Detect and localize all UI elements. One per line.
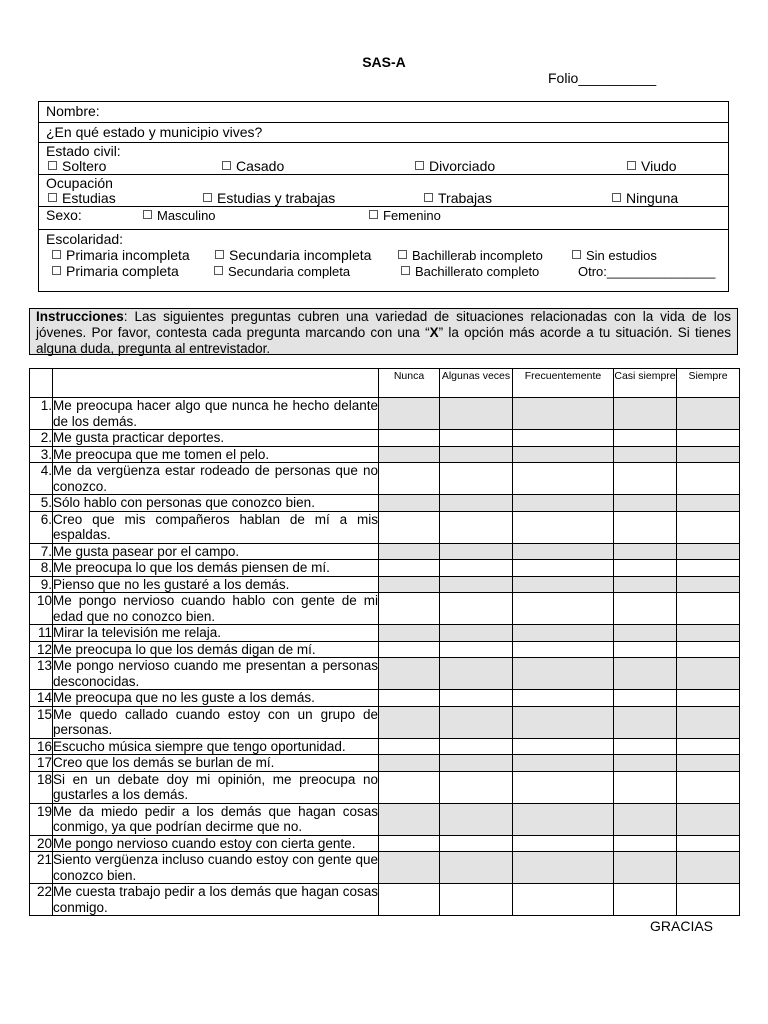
answer-cell[interactable]	[513, 430, 614, 447]
answer-cell[interactable]	[614, 430, 677, 447]
question-number: 1.	[30, 398, 53, 430]
sexo-row	[39, 207, 728, 230]
answer-cell[interactable]	[513, 835, 614, 852]
instructions-text-2: ” la opción más acorde a tu situación. Si tienes alguna duda, pregunta al entrevistador.	[36, 325, 731, 356]
checkbox-icon[interactable]	[612, 193, 621, 202]
option-bachillerato-incompleto[interactable]: Bachillerab incompleto	[398, 248, 543, 263]
question-number: 11	[30, 625, 53, 642]
option-soltero[interactable]: Soltero	[48, 158, 106, 174]
option-primaria-incompleta[interactable]: Primaria incompleta	[52, 247, 190, 263]
question-text: Me gusta pasear por el campo.	[53, 543, 379, 560]
answer-cell[interactable]	[513, 755, 614, 772]
answer-cell[interactable]	[379, 593, 440, 625]
answer-cell[interactable]	[677, 738, 740, 755]
answer-cell[interactable]	[677, 690, 740, 707]
answer-cell[interactable]	[379, 835, 440, 852]
checkbox-icon[interactable]	[572, 250, 581, 259]
table-row	[30, 625, 740, 642]
answer-cell[interactable]	[440, 771, 513, 803]
scale-header-row	[30, 369, 740, 398]
answer-cell[interactable]	[440, 446, 513, 463]
question-text: Me cuesta trabajo pedir a los demás que hagan cosas conmigo.	[53, 884, 378, 915]
table-row	[30, 755, 740, 772]
question-text: Me da vergüenza estar rodeado de personas que no conozco.	[53, 463, 378, 494]
header-algunas-veces: Algunas veces	[440, 369, 513, 398]
answer-cell[interactable]	[379, 658, 440, 690]
question-number: 13	[30, 658, 53, 690]
answer-cell[interactable]	[677, 658, 740, 690]
answer-cell[interactable]	[379, 446, 440, 463]
answer-cell[interactable]	[614, 641, 677, 658]
question-text: Me preocupa que me tomen el pelo.	[53, 446, 379, 463]
answer-cell[interactable]	[440, 690, 513, 707]
question-text: Creo que los demás se burlan de mí.	[53, 755, 379, 772]
ocupacion-label: Ocupación	[46, 175, 113, 191]
table-row	[30, 641, 740, 658]
question-number: 6.	[30, 511, 53, 543]
answer-cell[interactable]	[379, 560, 440, 577]
answer-cell[interactable]	[614, 706, 677, 738]
question-number: 7.	[30, 543, 53, 560]
checkbox-icon[interactable]	[52, 266, 61, 275]
question-text: Me pongo nervioso cuando hablo con gente de mi edad que no conozco bien.	[53, 593, 378, 624]
question-text: Me pongo nervioso cuando me presentan a personas desconocidas.	[53, 658, 378, 689]
answer-cell[interactable]	[614, 738, 677, 755]
answer-cell[interactable]	[440, 576, 513, 593]
answer-cell[interactable]	[614, 446, 677, 463]
answer-cell[interactable]	[379, 738, 440, 755]
answer-cell[interactable]	[440, 463, 513, 495]
instructions-text-1: : Las siguientes preguntas cubren una variedad de situaciones relacionadas con la vida de los jóvenes. Por favor, contesta cada pregunta marcando con una “	[36, 309, 731, 340]
checkbox-icon[interactable]	[415, 161, 424, 170]
answer-cell[interactable]	[440, 593, 513, 625]
question-number: 21	[30, 852, 53, 884]
answer-cell[interactable]	[440, 852, 513, 884]
answer-cell[interactable]	[379, 430, 440, 447]
option-bachillerato-completo[interactable]: Bachillerato completo	[401, 264, 539, 279]
ocupacion-row	[39, 175, 728, 207]
question-text: Mirar la televisión me relaja.	[53, 625, 379, 642]
answer-cell[interactable]	[513, 511, 614, 543]
checkbox-icon[interactable]	[52, 250, 61, 259]
answer-cell[interactable]	[677, 463, 740, 495]
checkbox-icon[interactable]	[48, 193, 57, 202]
checkbox-icon[interactable]	[369, 210, 378, 219]
table-row	[30, 706, 740, 738]
answer-cell[interactable]	[379, 852, 440, 884]
answer-cell[interactable]	[677, 543, 740, 560]
questions-body	[30, 398, 740, 916]
header-nunca: Nunca	[379, 369, 440, 398]
table-row	[30, 430, 740, 447]
nombre-row[interactable]	[39, 102, 728, 123]
question-text: Escucho música siempre que tengo oportunidad.	[53, 738, 379, 755]
checkbox-icon[interactable]	[222, 161, 231, 170]
estado-civil-label: Estado civil:	[46, 143, 121, 159]
answer-cell[interactable]	[379, 884, 440, 916]
answer-cell[interactable]	[513, 641, 614, 658]
question-text: Me preocupa hacer algo que nunca he hecho delante de los demás.	[53, 398, 378, 429]
question-number: 15	[30, 706, 53, 738]
checkbox-icon[interactable]	[214, 266, 223, 275]
answer-cell[interactable]	[677, 625, 740, 642]
question-number: 4.	[30, 463, 53, 495]
question-text: Creo que mis compañeros hablan de mí a mis espaldas.	[53, 511, 378, 542]
option-primaria-completa[interactable]: Primaria completa	[52, 263, 179, 279]
table-row	[30, 576, 740, 593]
answer-cell[interactable]	[513, 398, 614, 430]
answer-cell[interactable]	[379, 511, 440, 543]
answer-cell[interactable]	[614, 755, 677, 772]
checkbox-icon[interactable]	[143, 210, 152, 219]
question-number: 5.	[30, 495, 53, 512]
question-text: Me pongo nervioso cuando estoy con cierta gente.	[53, 835, 379, 852]
header-question-cell	[53, 369, 379, 398]
question-number: 17	[30, 755, 53, 772]
footer-gracias: GRACIAS	[650, 918, 714, 934]
header-siempre: Siempre	[677, 369, 740, 398]
answer-cell[interactable]	[513, 803, 614, 835]
question-number: 3.	[30, 446, 53, 463]
otro-field[interactable]: Otro:_______________	[578, 264, 716, 279]
answer-cell[interactable]	[677, 511, 740, 543]
option-trabajas[interactable]: Trabajas	[424, 190, 492, 206]
question-number: 18	[30, 771, 53, 803]
checkbox-icon[interactable]	[398, 250, 407, 259]
header-casi-siempre: Casi siempre	[614, 369, 677, 398]
answer-cell[interactable]	[440, 658, 513, 690]
answer-cell[interactable]	[379, 463, 440, 495]
answer-cell[interactable]	[379, 771, 440, 803]
question-number: 19	[30, 803, 53, 835]
question-number: 14	[30, 690, 53, 707]
question-number: 10	[30, 593, 53, 625]
question-number: 9.	[30, 576, 53, 593]
answer-cell[interactable]	[440, 543, 513, 560]
nombre-label: Nombre:	[46, 103, 100, 119]
answer-cell[interactable]	[379, 690, 440, 707]
answer-cell[interactable]	[513, 543, 614, 560]
table-row	[30, 803, 740, 835]
question-number: 16	[30, 738, 53, 755]
estado-civil-row	[39, 143, 728, 175]
answer-cell[interactable]	[513, 738, 614, 755]
answer-cell[interactable]	[513, 706, 614, 738]
answer-cell[interactable]	[513, 446, 614, 463]
answer-cell[interactable]	[513, 495, 614, 512]
answer-cell[interactable]	[513, 771, 614, 803]
table-row	[30, 495, 740, 512]
table-row	[30, 690, 740, 707]
table-row	[30, 658, 740, 690]
table-row	[30, 511, 740, 543]
answer-cell[interactable]	[614, 690, 677, 707]
answer-cell[interactable]	[440, 495, 513, 512]
checkbox-icon[interactable]	[203, 193, 212, 202]
answer-cell[interactable]	[614, 463, 677, 495]
escolaridad-label: Escolaridad:	[46, 231, 124, 247]
question-text: Me gusta practicar deportes.	[53, 430, 379, 447]
checkbox-icon[interactable]	[215, 250, 224, 259]
header-number-cell	[30, 369, 53, 398]
table-row	[30, 560, 740, 577]
table-row	[30, 852, 740, 884]
answer-cell[interactable]	[614, 852, 677, 884]
answer-cell[interactable]	[513, 463, 614, 495]
answer-cell[interactable]	[513, 852, 614, 884]
answer-cell[interactable]	[614, 543, 677, 560]
option-estudias[interactable]: Estudias	[48, 190, 116, 206]
question-number: 12	[30, 641, 53, 658]
answer-cell[interactable]	[614, 884, 677, 916]
answer-cell[interactable]	[379, 576, 440, 593]
answer-cell[interactable]	[677, 446, 740, 463]
table-row	[30, 593, 740, 625]
answer-cell[interactable]	[677, 884, 740, 916]
answer-cell[interactable]	[513, 690, 614, 707]
answer-cell[interactable]	[677, 398, 740, 430]
answer-cell[interactable]	[614, 835, 677, 852]
question-text: Me preocupa lo que los demás piensen de mí.	[53, 560, 379, 577]
answer-cell[interactable]	[440, 625, 513, 642]
answer-cell[interactable]	[440, 511, 513, 543]
question-number: 2.	[30, 430, 53, 447]
table-row	[30, 884, 740, 916]
answer-cell[interactable]	[677, 771, 740, 803]
answer-cell[interactable]	[677, 755, 740, 772]
option-casado[interactable]: Casado	[222, 158, 284, 174]
option-ninguna[interactable]: Ninguna	[612, 190, 678, 206]
answer-cell[interactable]	[677, 835, 740, 852]
option-secundaria-completa[interactable]: Secundaria completa	[214, 264, 350, 279]
answer-cell[interactable]	[440, 755, 513, 772]
answer-cell[interactable]	[440, 884, 513, 916]
answer-cell[interactable]	[614, 593, 677, 625]
checkbox-icon[interactable]	[627, 161, 636, 170]
table-row	[30, 771, 740, 803]
header-frecuentemente: Frecuentemente	[513, 369, 614, 398]
answer-cell[interactable]	[614, 398, 677, 430]
answer-cell[interactable]	[513, 884, 614, 916]
answer-cell[interactable]	[379, 755, 440, 772]
answer-cell[interactable]	[677, 641, 740, 658]
answer-cell[interactable]	[677, 852, 740, 884]
answer-cell[interactable]	[677, 495, 740, 512]
question-text: Me preocupa que no les guste a los demás.	[53, 690, 379, 707]
question-text: Me da miedo pedir a los demás que hagan cosas conmigo, ya que podrían decirme que no.	[53, 803, 378, 834]
answer-cell[interactable]	[440, 835, 513, 852]
answer-cell[interactable]	[440, 706, 513, 738]
table-row	[30, 835, 740, 852]
table-row	[30, 446, 740, 463]
demographics-box	[38, 101, 729, 292]
answer-cell[interactable]	[614, 803, 677, 835]
question-text: Siento vergüenza incluso cuando estoy con gente que conozco bien.	[53, 852, 378, 883]
folio-field[interactable]: Folio__________	[548, 70, 657, 86]
instructions-heading: Instrucciones	[36, 309, 124, 324]
question-text: Pienso que no les gustaré a los demás.	[53, 576, 379, 593]
answer-cell[interactable]	[677, 803, 740, 835]
form-title: SAS-A	[362, 54, 406, 70]
answer-cell[interactable]	[440, 641, 513, 658]
answer-cell[interactable]	[614, 511, 677, 543]
answer-cell[interactable]	[440, 398, 513, 430]
checkbox-icon[interactable]	[424, 193, 433, 202]
checkbox-icon[interactable]	[48, 161, 57, 170]
answer-cell[interactable]	[379, 625, 440, 642]
answer-cell[interactable]	[440, 430, 513, 447]
answer-cell[interactable]	[677, 706, 740, 738]
checkbox-icon[interactable]	[401, 266, 410, 275]
table-row	[30, 738, 740, 755]
answer-cell[interactable]	[614, 658, 677, 690]
answer-cell[interactable]	[677, 560, 740, 577]
option-viudo[interactable]: Viudo	[627, 158, 677, 174]
answer-cell[interactable]	[513, 658, 614, 690]
answer-cell[interactable]	[440, 738, 513, 755]
answer-cell[interactable]	[379, 543, 440, 560]
answer-cell[interactable]	[614, 771, 677, 803]
answer-cell[interactable]	[379, 706, 440, 738]
question-number: 20	[30, 835, 53, 852]
question-text: Me quedo callado cuando estoy con un grupo de personas.	[53, 706, 378, 737]
option-masculino[interactable]: Masculino	[143, 208, 216, 223]
answer-cell[interactable]	[379, 641, 440, 658]
table-row	[30, 398, 740, 430]
answer-cell[interactable]	[614, 576, 677, 593]
option-divorciado[interactable]: Divorciado	[415, 158, 495, 174]
answer-cell[interactable]	[440, 560, 513, 577]
answer-cell[interactable]	[513, 625, 614, 642]
table-row	[30, 543, 740, 560]
question-text: Sólo hablo con personas que conozco bien.	[53, 495, 379, 512]
answer-cell[interactable]	[677, 593, 740, 625]
answer-cell[interactable]	[677, 576, 740, 593]
answer-cell[interactable]	[614, 560, 677, 577]
estado-municipio-label: ¿En qué estado y municipio vives?	[46, 124, 263, 140]
sexo-label: Sexo:	[46, 207, 82, 223]
table-row	[30, 463, 740, 495]
questionnaire-table	[29, 368, 740, 916]
answer-cell[interactable]	[513, 576, 614, 593]
question-number: 22	[30, 884, 53, 916]
instructions-box	[29, 308, 738, 355]
question-text: Me preocupa lo que los demás digan de mí.	[53, 641, 379, 658]
answer-cell[interactable]	[440, 803, 513, 835]
estado-municipio-row[interactable]	[39, 123, 728, 143]
answer-cell[interactable]	[614, 495, 677, 512]
question-text: Si en un debate doy mi opinión, me preocupa no gustarles a los demás.	[53, 771, 378, 802]
answer-cell[interactable]	[379, 803, 440, 835]
option-femenino[interactable]: Femenino	[369, 208, 441, 223]
option-secundaria-incompleta[interactable]: Secundaria incompleta	[215, 247, 371, 263]
answer-cell[interactable]	[614, 625, 677, 642]
answer-cell[interactable]	[513, 593, 614, 625]
question-number: 8.	[30, 560, 53, 577]
option-sin-estudios[interactable]: Sin estudios	[572, 248, 657, 263]
answer-cell[interactable]	[379, 398, 440, 430]
answer-cell[interactable]	[677, 430, 740, 447]
instructions-mark: X	[429, 325, 439, 340]
escolaridad-row	[39, 230, 728, 291]
answer-cell[interactable]	[513, 560, 614, 577]
answer-cell[interactable]	[379, 495, 440, 512]
option-estudias-trabajas[interactable]: Estudias y trabajas	[203, 190, 335, 206]
